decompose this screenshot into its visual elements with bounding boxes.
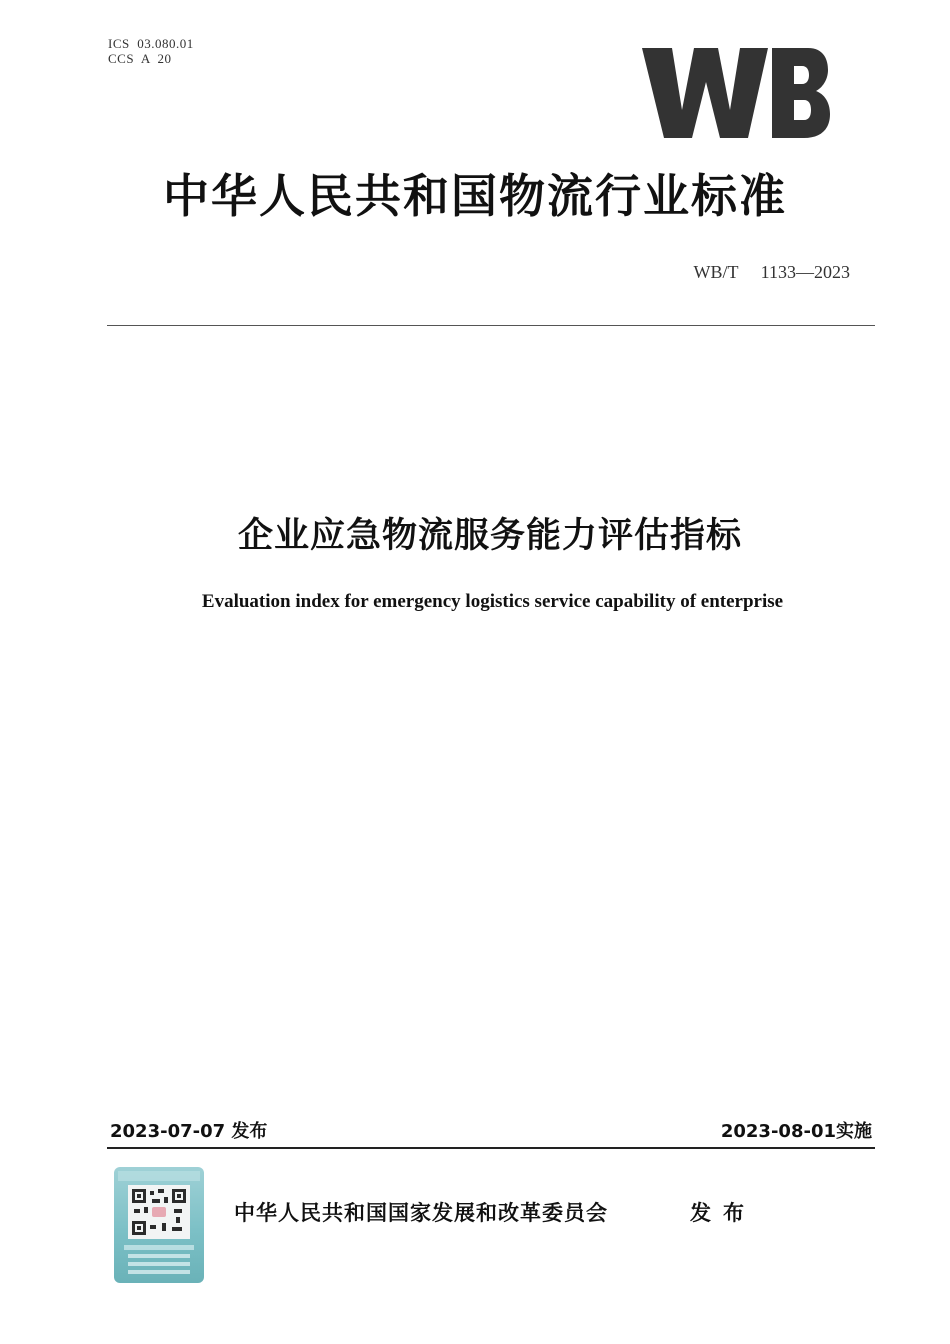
document-title-en: Evaluation index for emergency logistics service capability of enterprise: [201, 591, 784, 612]
implement-date: 2023-08-01实施: [720, 1121, 872, 1142]
wb-logo: [640, 38, 830, 146]
standard-number: WB/T 1133—2023: [693, 262, 850, 282]
qr-code-icon: [114, 1167, 204, 1283]
qr-stamp: [114, 1167, 204, 1283]
footer-divider: [107, 1147, 875, 1149]
publisher-name: 中华人民共和国国家发展和改革委员会: [234, 1201, 608, 1225]
ccs-code: CCS A 20: [108, 51, 172, 66]
header-divider: [107, 325, 875, 326]
release-date: 2023-07-07 发布: [110, 1121, 268, 1142]
main-title: 中华人民共和国物流行业标准: [163, 169, 787, 223]
document-title-cn: 企业应急物流服务能力评估指标: [237, 516, 742, 556]
classification-codes: [108, 36, 194, 66]
ics-code: ICS 03.080.01: [108, 36, 194, 51]
publish-label: 发布: [690, 1201, 756, 1225]
